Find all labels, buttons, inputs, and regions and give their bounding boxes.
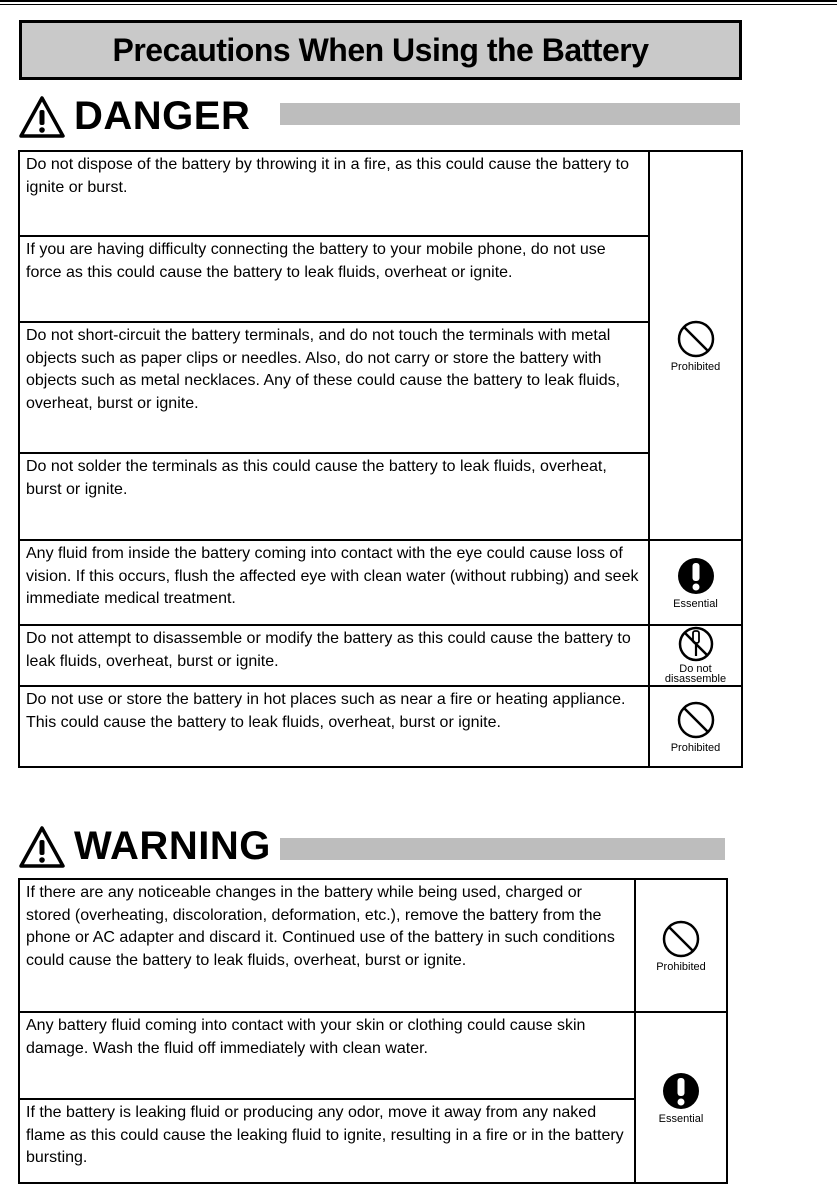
essential-label: Essential (673, 597, 718, 610)
prohibited-label: Prohibited (670, 741, 721, 754)
warning-heading-text: WARNING (74, 824, 271, 868)
page-title: Precautions When Using the Battery (112, 31, 649, 68)
essential-icon (662, 1071, 700, 1111)
do-not-disassemble-label-1: Do not (679, 663, 712, 675)
warning-triangle-icon (18, 825, 66, 869)
danger-table (18, 150, 743, 768)
prohibited-icon (676, 700, 716, 740)
warning-table (18, 878, 728, 1184)
warning-row-2: Any battery fluid coming into contact with your skin or clothing could cause skin damage. Wash the fluid off immediately with clean water. (19, 1012, 635, 1099)
essential-label: Essential (658, 1112, 704, 1125)
prohibited-icon (676, 319, 716, 359)
prohibited-label: Prohibited (670, 360, 721, 373)
prohibited-icon-cell (649, 151, 742, 540)
warning-row-1: If there are any noticeable changes in the battery while being used, charged or stored (overheating, discoloration, deformation, etc.), remove the battery from the phone or AC adapter and discard it. Continued use of the battery in such conditions could cause the battery to leak fluids, overheat, burst or ignite. (19, 879, 635, 1012)
warning-heading (18, 824, 271, 869)
danger-heading-text: DANGER (74, 94, 251, 138)
warning-triangle-icon (18, 95, 66, 139)
danger-heading-bar (280, 103, 740, 125)
danger-row-2: If you are having difficulty connecting the battery to your mobile phone, do not use force as this could cause the battery to leak fluids, overheat or ignite. (19, 236, 649, 322)
warning-row-3: If the battery is leaking fluid or producing any odor, move it away from any naked flame as this could cause the leaking fluid to ignite, resulting in a fire or in the battery bursting. (19, 1099, 635, 1183)
do-not-disassemble-icon-cell (649, 625, 742, 686)
prohibited-icon (661, 919, 701, 959)
do-not-disassemble-icon (676, 626, 716, 662)
top-rule (0, 0, 837, 2)
danger-row-7: Do not use or store the battery in hot places such as near a fire or heating appliance. This could cause the battery to leak fluids, overheat, burst or ignite. (19, 686, 649, 767)
prohibited-icon-cell-3 (635, 879, 727, 1012)
essential-icon-cell-2 (635, 1012, 727, 1183)
danger-row-1: Do not dispose of the battery by throwing it in a fire, as this could cause the battery to ignite or burst. (19, 151, 649, 236)
warning-heading-bar (280, 838, 725, 860)
essential-icon (677, 556, 715, 596)
danger-row-4: Do not solder the terminals as this could cause the battery to leak fluids, overheat, burst or ignite. (19, 453, 649, 540)
danger-heading (18, 94, 250, 139)
do-not-disassemble-label-2: disassemble (664, 673, 727, 685)
danger-row-6: Do not attempt to disassemble or modify the battery as this could cause the battery to leak fluids, overheat, burst or ignite. (19, 625, 649, 686)
danger-row-3: Do not short-circuit the battery terminals, and do not touch the terminals with metal objects such as paper clips or needles. Also, do not carry or store the battery with objects such as metal necklaces. Any of these could cause the battery to leak fluids, overheat, burst or ignite. (19, 322, 649, 453)
page-title-box (19, 20, 742, 80)
prohibited-icon-cell-2 (649, 686, 742, 767)
top-rule-thin (0, 4, 837, 5)
danger-row-5: Any fluid from inside the battery coming into contact with the eye could cause loss of vision. If this occurs, flush the affected eye with clean water (without rubbing) and seek immediate medical treatment. (19, 540, 649, 625)
prohibited-label: Prohibited (656, 960, 706, 973)
essential-icon-cell (649, 540, 742, 625)
